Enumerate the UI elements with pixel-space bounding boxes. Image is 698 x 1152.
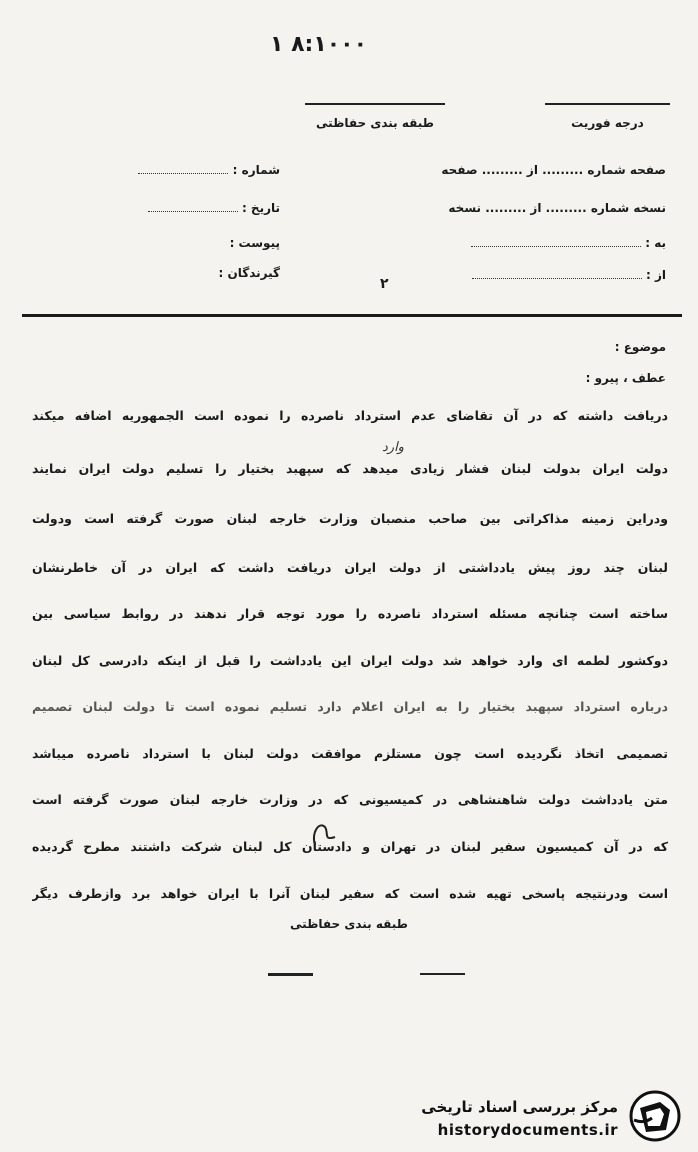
reference-label: عطف ، پیرو : (585, 371, 666, 385)
header-divider (22, 314, 682, 317)
body-line: است ودرنتیجه پاسخی تهیه شده است که سفیر لبنان آنرا با ایران خواهد برد وازطرف دیگر (32, 886, 668, 901)
footer-classification: طبقه بندی حفاظتی (290, 917, 408, 931)
subject-label: موضوع : (614, 340, 666, 354)
date-dots (148, 201, 238, 212)
signature-mark-left (268, 973, 313, 976)
from-label: از : (646, 268, 666, 282)
archive-org-name: مرکز بررسی اسناد تاریخی (421, 1098, 618, 1116)
date-label: تاریخ : (241, 201, 280, 215)
page-number-field: صفحه شماره ......... از ......... صفحه (441, 163, 666, 177)
number-label: شماره : (232, 163, 280, 177)
body-line: لبنان چند روز پیش یادداشتی از دولت ایران دریافت داشت که ایران در آن خاطرنشان (32, 560, 668, 575)
classification-label: طبقه بندی حفاظتی (316, 116, 434, 130)
number-dots (138, 163, 228, 174)
to-label: به : (645, 236, 666, 250)
archive-url: historydocuments.ir (437, 1121, 618, 1139)
from-field (472, 268, 666, 282)
body-line: ساخته است چنانچه مسئله استرداد ناصرده را مورد توجه قرار ندهند در روابط سیاسی بین (32, 606, 668, 621)
body-line: ودراین زمینه مذاکراتی بین صاحب منصبان وزارت خارجه لبنان صورت گرفته است ودولت (32, 511, 668, 526)
to-dots (471, 236, 641, 247)
priority-header-line (545, 103, 670, 105)
signature-mark-right (420, 973, 465, 975)
to-field (471, 236, 666, 250)
priority-label: درجه فوریت (571, 116, 644, 130)
classification-header-line (305, 103, 445, 105)
recipients-field: گیرندگان : (218, 266, 280, 280)
body-line: دوکشور لطمه ای وارد خواهد شد دولت ایران این یادداشت را قبل از اینکه دادرسی کل لبنان (32, 653, 668, 668)
body-line: دولت ایران بدولت لبنان فشار زیادی میدهد که سپهبد بختیار را تسلیم دولت ایران نمایند (32, 461, 668, 476)
body-line: متن یادداشت دولت شاهنشاهی در کمیسیونی که در وزارت خارجه لبنان صورت گرفته است (32, 792, 668, 807)
body-line: درباره استرداد سپهبد بختیار را به ایران اعلام دارد تسلیم نموده است تا دولت لبنان تصمیم (32, 699, 668, 714)
body-line: تصمیمی اتخاذ نگردیده است چون مستلزم موافقت دولت لبنان با استرداد ناصرده میباشد (32, 746, 668, 761)
handwritten-note: وارد (382, 440, 404, 455)
from-dots (472, 268, 642, 279)
date-field (148, 201, 280, 215)
recipients-count: ۲ (380, 276, 389, 292)
body-line: دریافت داشته که در آن تقاضای عدم استرداد ناصرده را نموده است الجمهوریه اضافه میکند (32, 408, 668, 423)
handwritten-mark-icon (305, 815, 345, 855)
copy-number-field: نسخه شماره ......... از ......... نسخه (448, 201, 666, 215)
document-number: ۱ ۸:۱۰۰۰ (270, 32, 368, 57)
body-line: که در آن کمیسیون سفیر لبنان در تهران و دادستان کل لبنان شرکت داشتند مطرح گردیده (32, 839, 668, 854)
archive-logo-icon (626, 1090, 684, 1142)
number-field (138, 163, 280, 177)
attachment-field: پیوست : (229, 236, 280, 250)
